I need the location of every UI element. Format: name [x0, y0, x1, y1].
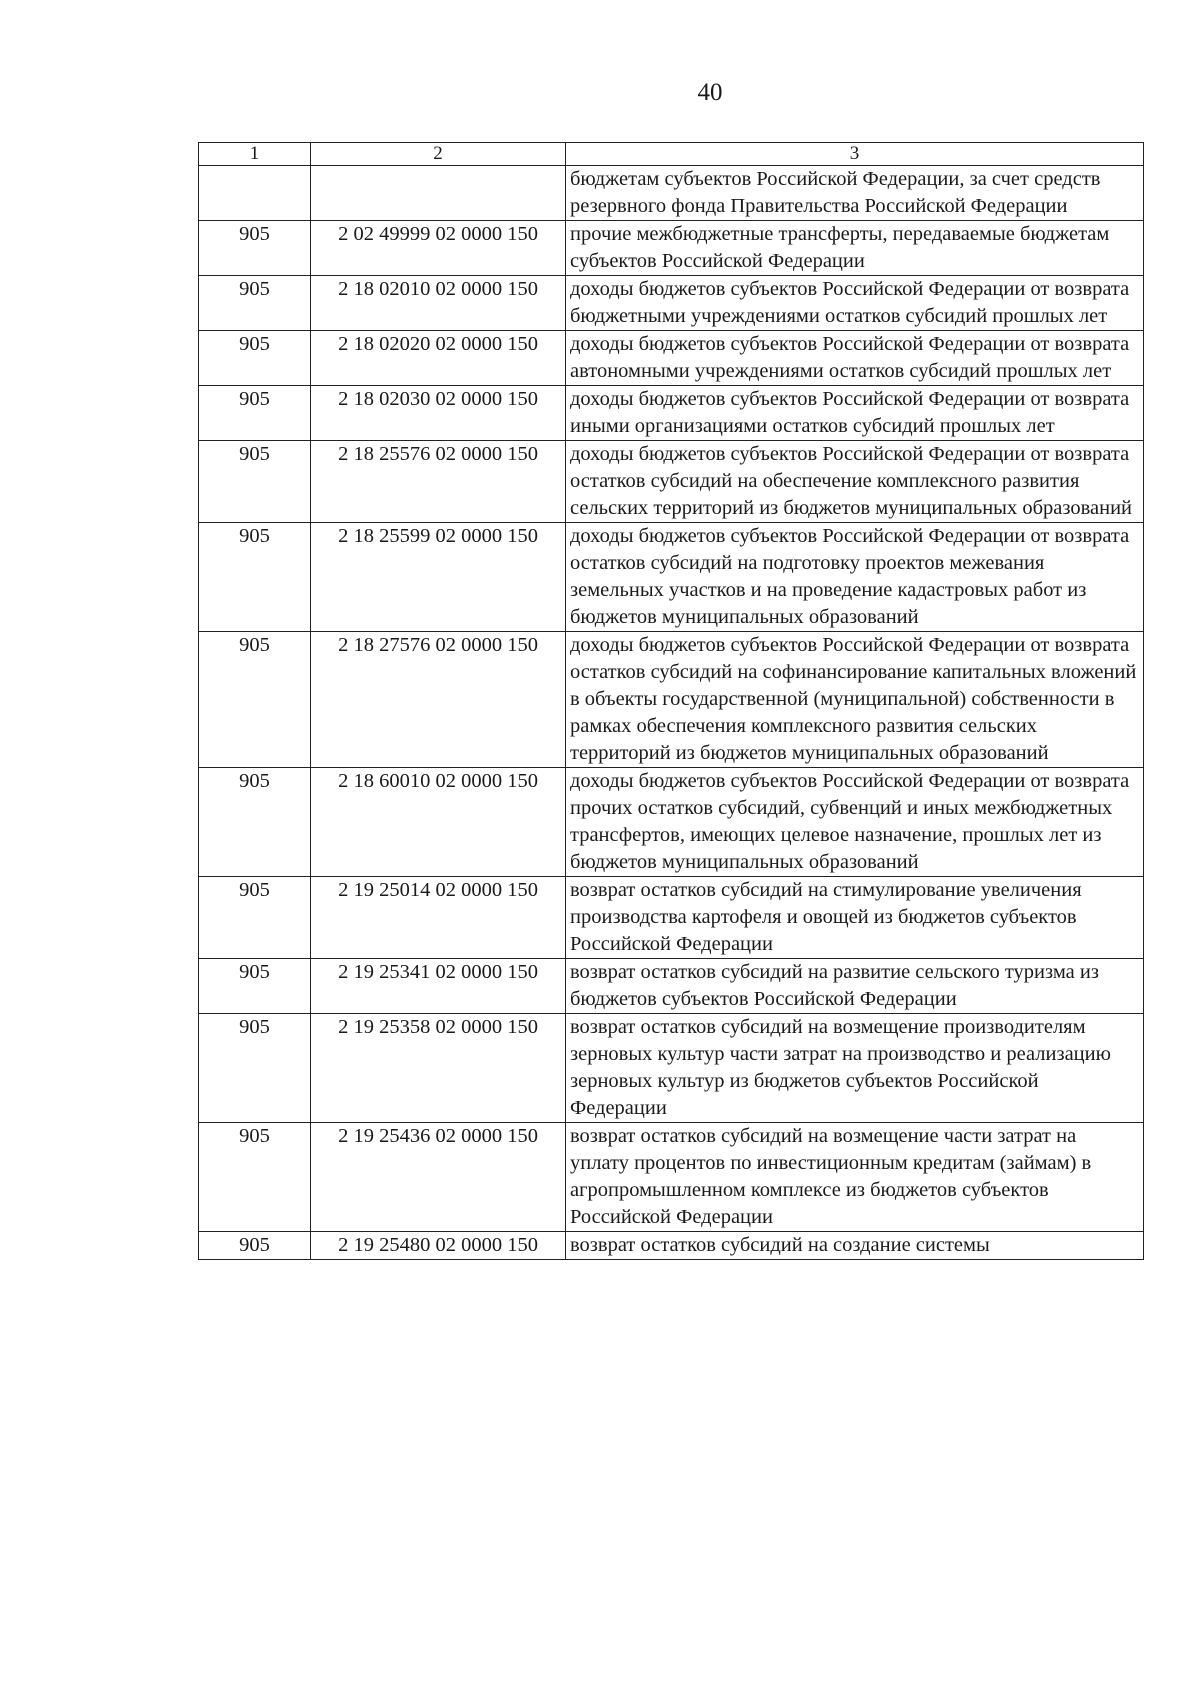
income-code-cell: 2 19 25480 02 0000 150: [311, 1232, 566, 1260]
table-row: [199, 959, 1144, 1014]
admin-code-cell: 905: [199, 276, 311, 331]
table-row: [199, 1014, 1144, 1123]
income-name-cell: прочие межбюджетные трансферты, передаваемые бюджетам субъектов Российской Федерации: [566, 221, 1144, 276]
table-row: [199, 166, 1144, 221]
table-row: [199, 1232, 1144, 1260]
income-name-cell: доходы бюджетов субъектов Российской Федерации от возврата остатков субсидий на софинансирование капитальных вложений в объекты государственной (муниципальной) собственности в рамках обеспечения комплексного развития сельских территорий из бюджетов муниципальных образований: [566, 632, 1144, 768]
budget-code-table: [198, 142, 1144, 1260]
admin-code-cell: 905: [199, 1014, 311, 1123]
income-code-cell: 2 18 25576 02 0000 150: [311, 441, 566, 523]
column-header-2: 2: [311, 143, 566, 166]
admin-code-cell: 905: [199, 959, 311, 1014]
income-name-cell: доходы бюджетов субъектов Российской Федерации от возврата прочих остатков субсидий, субвенций и иных межбюджетных трансфертов, имеющих целевое назначение, прошлых лет из бюджетов муниципальных образований: [566, 768, 1144, 877]
income-name-cell: доходы бюджетов субъектов Российской Федерации от возврата бюджетными учреждениями остатков субсидий прошлых лет: [566, 276, 1144, 331]
income-name-cell: возврат остатков субсидий на стимулирование увеличения производства картофеля и овощей из бюджетов субъектов Российской Федерации: [566, 877, 1144, 959]
admin-code-cell: 905: [199, 1123, 311, 1232]
table-row: [199, 276, 1144, 331]
income-name-cell: бюджетам субъектов Российской Федерации, за счет средств резервного фонда Правительства Российской Федерации: [566, 166, 1144, 221]
income-code-cell: [311, 166, 566, 221]
income-name-cell: возврат остатков субсидий на возмещение производителям зерновых культур части затрат на производство и реализацию зерновых культур из бюджетов субъектов Российской Федерации: [566, 1014, 1144, 1123]
admin-code-cell: 905: [199, 632, 311, 768]
income-code-cell: 2 18 25599 02 0000 150: [311, 523, 566, 632]
income-code-cell: 2 19 25436 02 0000 150: [311, 1123, 566, 1232]
income-name-cell: доходы бюджетов субъектов Российской Федерации от возврата остатков субсидий на обеспечение комплексного развития сельских территорий из бюджетов муниципальных образований: [566, 441, 1144, 523]
table-row: [199, 386, 1144, 441]
admin-code-cell: 905: [199, 877, 311, 959]
income-code-cell: 2 18 27576 02 0000 150: [311, 632, 566, 768]
admin-code-cell: 905: [199, 331, 311, 386]
income-code-cell: 2 18 02020 02 0000 150: [311, 331, 566, 386]
table-row: [199, 768, 1144, 877]
income-name-cell: возврат остатков субсидий на возмещение части затрат на уплату процентов по инвестиционным кредитам (займам) в агропромышленном комплексе из бюджетов субъектов Российской Федерации: [566, 1123, 1144, 1232]
income-name-cell: возврат остатков субсидий на развитие сельского туризма из бюджетов субъектов Российской Федерации: [566, 959, 1144, 1014]
income-code-cell: 2 19 25014 02 0000 150: [311, 877, 566, 959]
admin-code-cell: 905: [199, 221, 311, 276]
income-code-cell: 2 19 25341 02 0000 150: [311, 959, 566, 1014]
column-header-3: 3: [566, 143, 1144, 166]
admin-code-cell: 905: [199, 523, 311, 632]
admin-code-cell: [199, 166, 311, 221]
income-code-cell: 2 18 60010 02 0000 150: [311, 768, 566, 877]
income-code-cell: 2 18 02030 02 0000 150: [311, 386, 566, 441]
table-body: [199, 143, 1144, 1260]
table-row: [199, 523, 1144, 632]
admin-code-cell: 905: [199, 768, 311, 877]
table-row: [199, 221, 1144, 276]
table-row: [199, 632, 1144, 768]
admin-code-cell: 905: [199, 1232, 311, 1260]
column-header-1: 1: [199, 143, 311, 166]
table-row: [199, 1123, 1144, 1232]
admin-code-cell: 905: [199, 441, 311, 523]
admin-code-cell: 905: [199, 386, 311, 441]
table-header-row: [199, 143, 1144, 166]
income-name-cell: доходы бюджетов субъектов Российской Федерации от возврата автономными учреждениями остатков субсидий прошлых лет: [566, 331, 1144, 386]
income-code-cell: 2 18 02010 02 0000 150: [311, 276, 566, 331]
table-row: [199, 331, 1144, 386]
income-code-cell: 2 02 49999 02 0000 150: [311, 221, 566, 276]
table-row: [199, 441, 1144, 523]
income-name-cell: доходы бюджетов субъектов Российской Федерации от возврата остатков субсидий на подготовку проектов межевания земельных участков и на проведение кадастровых работ из бюджетов муниципальных образований: [566, 523, 1144, 632]
income-code-cell: 2 19 25358 02 0000 150: [311, 1014, 566, 1123]
table-row: [199, 877, 1144, 959]
income-name-cell: доходы бюджетов субъектов Российской Федерации от возврата иными организациями остатков субсидий прошлых лет: [566, 386, 1144, 441]
income-name-cell: возврат остатков субсидий на создание системы: [566, 1232, 1144, 1260]
page-number: 40: [697, 79, 723, 106]
